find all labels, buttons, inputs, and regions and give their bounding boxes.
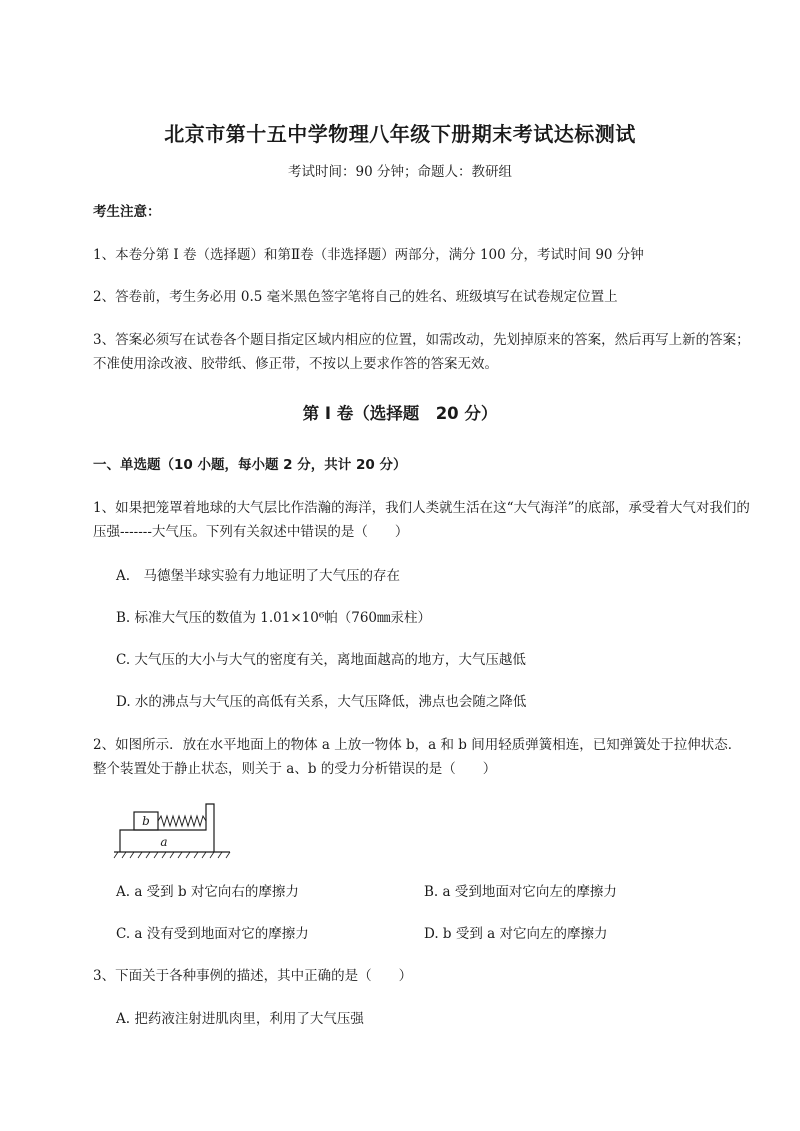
spring bbox=[158, 816, 206, 826]
question-2-option-a: A. a 受到 b 对它向右的摩擦力 bbox=[116, 884, 299, 900]
question-3-stem: 3、下面关于各种事例的描述，其中正确的是（ ） bbox=[93, 968, 413, 984]
question-1-option-b: B. 标准大气压的数值为 1.01×10⁶帕（760㎜汞柱） bbox=[116, 610, 432, 626]
question-2-option-b: B. a 受到地面对它向左的摩擦力 bbox=[424, 884, 617, 900]
block-b-label: b bbox=[142, 814, 150, 828]
question-2-option-c: C. a 没有受到地面对它的摩擦力 bbox=[116, 926, 309, 942]
question-1-option-a: A. 马德堡半球实验有力地证明了大气压的存在 bbox=[116, 568, 401, 584]
question-1-option-c: C. 大气压的大小与大气的密度有关，离地面越高的地方，大气压越低 bbox=[116, 652, 526, 668]
notice-item-2: 2、答卷前，考生务必用 0.5 毫米黑色签字笔将自己的姓名、班级填写在试卷规定位置上 bbox=[93, 289, 618, 305]
question-1-stem: 1、如果把笼罩着地球的大气层比作浩瀚的海洋，我们人类就生活在这“大气海洋”的底部，承受着大气对我们的压强-------大气压。下列有关叙述中错误的是（ ） bbox=[93, 500, 750, 540]
question-2-stem: 2、如图所示．放在水平地面上的物体 a 上放一物体 b，a 和 b 间用轻质弹簧相连，已知弹簧处于拉伸状态．整个装置处于静止状态，则关于 a、b 的受力分析错误的是（ ） bbox=[93, 737, 742, 777]
question-1-option-d: D. 水的沸点与大气压的高低有关系，大气压降低，沸点也会随之降低 bbox=[116, 694, 527, 710]
part1-title: 第 I 卷（选择题 20 分） bbox=[302, 404, 498, 423]
question-2-option-d: D. b 受到 a 对它向左的摩擦力 bbox=[424, 926, 608, 942]
notice-item-1: 1、本卷分第 I 卷（选择题）和第Ⅱ卷（非选择题）两部分，满分 100 分，考试时间 90 分钟 bbox=[93, 247, 644, 263]
question-3-option-a: A. 把药液注射进肌肉里，利用了大气压强 bbox=[116, 1011, 364, 1027]
page-title: 北京市第十五中学物理八年级下册期末考试达标测试 bbox=[164, 122, 636, 146]
section-heading: 一、单选题（10 小题，每小题 2 分，共计 20 分） bbox=[93, 457, 407, 473]
block-spring-diagram bbox=[112, 800, 232, 860]
block-a-label: a bbox=[160, 835, 168, 849]
notice-item-3: 3、答案必须写在试卷各个题目指定区域内相应的位置，如需改动，先划掉原来的答案，然后再写上新的答案；不准使用涂改液、胶带纸、修正带，不按以上要求作答的答案无效。 bbox=[93, 332, 750, 372]
ground-hatch bbox=[114, 852, 230, 858]
notice-heading: 考生注意： bbox=[93, 204, 161, 220]
page-subtitle: 考试时间：90 分钟；命题人：教研组 bbox=[288, 164, 512, 180]
